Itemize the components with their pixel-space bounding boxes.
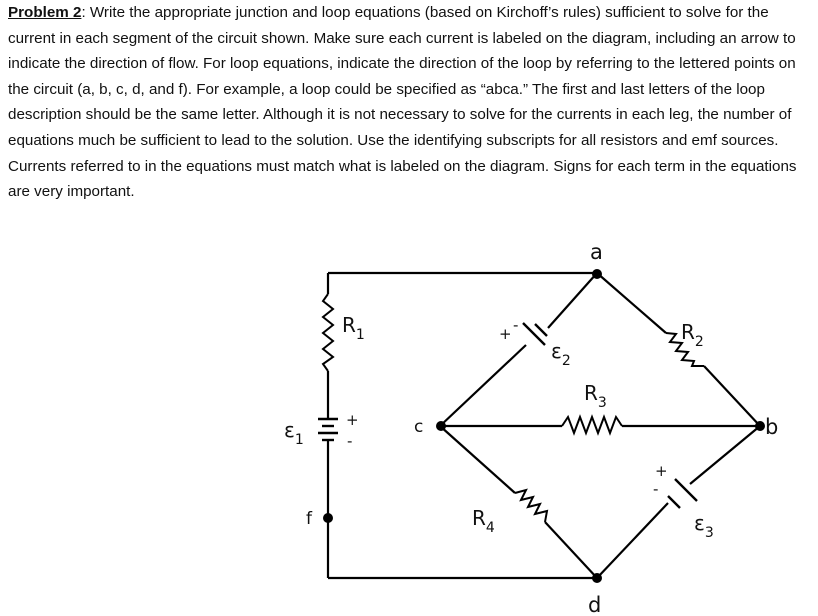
node-b-dot	[755, 421, 765, 431]
node-a-dot	[592, 269, 602, 279]
r2-label: $R_2$	[681, 320, 704, 350]
problem-body: : Write the appropriate junction and loop equations (based on Kirchoff’s rules) sufficient to solve for the current in each segment of the circuit shown. Make sure each current is labeled on the diagram, including an arrow to indicate the direction of flow. For loop equations, indicate the direction of the loop by referring to the lettered points on the circuit (a, b, c, d, and f). For example, a loop could be specified as “abca.” The first and last letters of the loop description should be the same letter. Although it is not necessary to solve for the currents in each leg, the number of equations much be sufficient to lead to the solution. Use the identifying subscripts for all resistors and emf sources. Currents referred to in the equations must match what is labeled on the diagram. Signs for each term in the equations are very important.	[8, 4, 797, 201]
wire-c-d	[440, 426, 597, 578]
e1-plus-sign: +	[346, 411, 359, 429]
node-c-dot	[436, 421, 446, 431]
problem-label: Problem 2	[8, 4, 82, 21]
r4-label: $R_4$	[472, 506, 495, 536]
wire-a-b	[597, 273, 760, 426]
e2-plus-sign: +	[499, 325, 512, 343]
resistor-r3	[562, 417, 622, 433]
r3-label: $R_3$	[584, 381, 607, 411]
e1-label: $\varepsilon_1$	[284, 418, 304, 448]
battery-e1	[318, 419, 338, 440]
resistor-r4	[515, 490, 547, 522]
e1-minus-sign: -	[347, 432, 353, 450]
resistor-r1	[323, 294, 333, 371]
r1-label: $R_1$	[342, 313, 365, 343]
node-f-label: f	[306, 509, 312, 529]
e3-plus-sign: +	[655, 462, 668, 480]
battery-e3	[668, 479, 697, 508]
e2-label: $\varepsilon_2$	[551, 339, 571, 369]
e3-label: $\varepsilon_3$	[694, 511, 714, 541]
e2-minus-sign: -	[513, 316, 519, 334]
wire-a-c	[440, 273, 597, 426]
battery-e2	[523, 323, 547, 345]
node-a-label: a	[590, 240, 603, 264]
node-f-dot	[323, 513, 333, 523]
node-d-dot	[592, 573, 602, 583]
node-d-label: d	[588, 593, 602, 616]
e3-minus-sign: -	[653, 480, 659, 498]
node-c-label: c	[414, 417, 424, 437]
node-b-label: b	[765, 415, 779, 439]
wire-b-d	[597, 426, 760, 578]
